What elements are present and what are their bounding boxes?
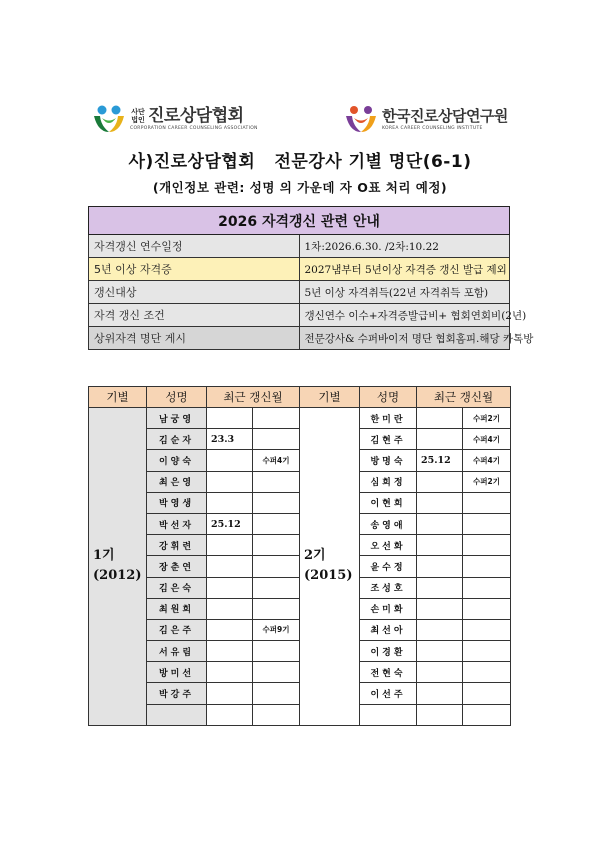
info-value: 전문강사& 수퍼바이저 명단 협회홈피.해당 카톡방 [299, 327, 510, 350]
supervisor-cohort [463, 556, 511, 577]
column-header-name: 성명 [147, 387, 207, 408]
member-name: 김순자 [147, 429, 207, 450]
document-title: 사)진로상담협회 전문강사 기별 명단(6-1) [128, 152, 472, 172]
info-row [89, 281, 510, 304]
member-name: 오선화 [360, 535, 417, 556]
info-row [89, 327, 510, 350]
supervisor-cohort: 수퍼2기 [463, 408, 511, 429]
institute-logo [344, 104, 508, 134]
supervisor-cohort [253, 471, 300, 492]
supervisor-cohort [253, 429, 300, 450]
renewal-date [417, 429, 463, 450]
supervisor-cohort [253, 513, 300, 534]
logo-bar [92, 104, 522, 138]
member-name [360, 704, 417, 725]
association-english-name: CORPORATION CAREER COUNSELING ASSOCIATION [130, 126, 258, 131]
generation-1-label: 1기 (2012) [89, 408, 147, 726]
info-value: 2027냄부터 5년이상 자격증 갱신 발급 제외 [299, 258, 510, 281]
association-logo [92, 104, 258, 134]
renewal-date: 25.12 [417, 450, 463, 471]
supervisor-cohort [253, 492, 300, 513]
table-row [89, 408, 511, 429]
renewal-date [417, 408, 463, 429]
member-name: 심희정 [360, 471, 417, 492]
member-name: 박선자 [147, 513, 207, 534]
institute-name: 한국진로상담연구원 [382, 107, 508, 125]
supervisor-cohort [253, 683, 300, 704]
info-row [89, 235, 510, 258]
renewal-date [417, 556, 463, 577]
renewal-date [207, 704, 253, 725]
member-name: 최원희 [147, 598, 207, 619]
member-name: 이양숙 [147, 450, 207, 471]
member-name: 조성호 [360, 577, 417, 598]
supervisor-cohort [463, 598, 511, 619]
member-name: 남궁영 [147, 408, 207, 429]
column-header-name: 성명 [360, 387, 417, 408]
supervisor-cohort [253, 535, 300, 556]
renewal-date [207, 598, 253, 619]
supervisor-cohort: 수퍼2기 [463, 471, 511, 492]
renewal-date [207, 556, 253, 577]
member-name: 김은주 [147, 619, 207, 640]
renewal-date: 25.12 [207, 513, 253, 534]
member-name: 전현숙 [360, 662, 417, 683]
renewal-date [417, 619, 463, 640]
supervisor-cohort [253, 598, 300, 619]
renewal-date [417, 641, 463, 662]
member-name: 서유림 [147, 641, 207, 662]
supervisor-cohort [463, 492, 511, 513]
supervisor-cohort [463, 513, 511, 534]
supervisor-cohort [463, 535, 511, 556]
supervisor-cohort [253, 408, 300, 429]
supervisor-cohort [253, 577, 300, 598]
renewal-date [417, 704, 463, 725]
renewal-date [207, 577, 253, 598]
renewal-date [207, 662, 253, 683]
member-name: 윤수정 [360, 556, 417, 577]
supervisor-cohort [463, 619, 511, 640]
member-name: 방미선 [147, 662, 207, 683]
info-row [89, 258, 510, 281]
renewal-info-table [88, 206, 534, 350]
instructor-roster-table [88, 386, 511, 726]
supervisor-cohort [463, 577, 511, 598]
member-name: 손미화 [360, 598, 417, 619]
info-value: 갱신연수 이수+자격증발급비+ 협회연회비(2년) [299, 304, 510, 327]
member-name: 이현희 [360, 492, 417, 513]
supervisor-cohort [463, 641, 511, 662]
info-key: 자격 갱신 조건 [89, 304, 300, 327]
column-header-renewal: 최근 갱신월 [417, 387, 511, 408]
info-value: 1차:2026.6.30. /2차:10.22 [299, 235, 510, 258]
renewal-date [207, 471, 253, 492]
renewal-date [207, 492, 253, 513]
supervisor-cohort: 수퍼4기 [463, 429, 511, 450]
member-name: 한미란 [360, 408, 417, 429]
member-name [147, 704, 207, 725]
supervisor-cohort [463, 683, 511, 704]
supervisor-cohort: 수퍼4기 [463, 450, 511, 471]
info-key: 상위자격 명단 게시 [89, 327, 300, 350]
institute-emblem-icon [344, 104, 378, 134]
member-name: 박강주 [147, 683, 207, 704]
renewal-date [417, 535, 463, 556]
supervisor-cohort [253, 704, 300, 725]
member-name: 강휘련 [147, 535, 207, 556]
renewal-date [207, 408, 253, 429]
member-name: 장춘연 [147, 556, 207, 577]
renewal-date [207, 535, 253, 556]
renewal-date [417, 492, 463, 513]
privacy-note: (개인정보 관련: 성명 의 가운데 자 O표 처리 예정) [152, 180, 448, 195]
renewal-date [417, 513, 463, 534]
supervisor-cohort: 수퍼4기 [253, 450, 300, 471]
supervisor-cohort [253, 662, 300, 683]
info-key: 자격갱신 연수일정 [89, 235, 300, 258]
renewal-date: 23.3 [207, 429, 253, 450]
renewal-date [417, 662, 463, 683]
member-name: 송영애 [360, 513, 417, 534]
renewal-date [417, 471, 463, 492]
renewal-date [207, 641, 253, 662]
logo-corporation-mark: 사단 법인 [131, 108, 145, 124]
info-row [89, 304, 510, 327]
association-name: 진로상담협회 [148, 106, 244, 126]
supervisor-cohort: 수퍼9기 [253, 619, 300, 640]
renewal-date [207, 450, 253, 471]
renewal-date [207, 619, 253, 640]
member-name: 이경환 [360, 641, 417, 662]
member-name: 최은영 [147, 471, 207, 492]
column-header-renewal: 최근 갱신월 [207, 387, 300, 408]
column-header-generation: 기별 [300, 387, 360, 408]
renewal-date [207, 683, 253, 704]
supervisor-cohort [463, 662, 511, 683]
supervisor-cohort [253, 641, 300, 662]
roster-header-row [89, 387, 511, 408]
supervisor-cohort [463, 704, 511, 725]
renewal-date [417, 683, 463, 704]
generation-2-label: 2기 (2015) [300, 408, 360, 726]
member-name: 김현주 [360, 429, 417, 450]
institute-english-name: KOREA CAREER COUNSELING INSTITUTE [382, 126, 483, 131]
info-value: 5년 이상 자격취득(22년 자격취득 포함) [299, 281, 510, 304]
member-name: 방명숙 [360, 450, 417, 471]
info-key: 갱신대상 [89, 281, 300, 304]
renewal-date [417, 598, 463, 619]
info-key: 5년 이상 자격증 [89, 258, 300, 281]
member-name: 이선주 [360, 683, 417, 704]
supervisor-cohort [253, 556, 300, 577]
member-name: 김은숙 [147, 577, 207, 598]
association-emblem-icon [92, 104, 126, 134]
member-name: 박영생 [147, 492, 207, 513]
member-name: 최선아 [360, 619, 417, 640]
info-heading: 2026 자격갱신 관련 안내 [89, 207, 510, 235]
renewal-date [417, 577, 463, 598]
column-header-generation: 기별 [89, 387, 147, 408]
